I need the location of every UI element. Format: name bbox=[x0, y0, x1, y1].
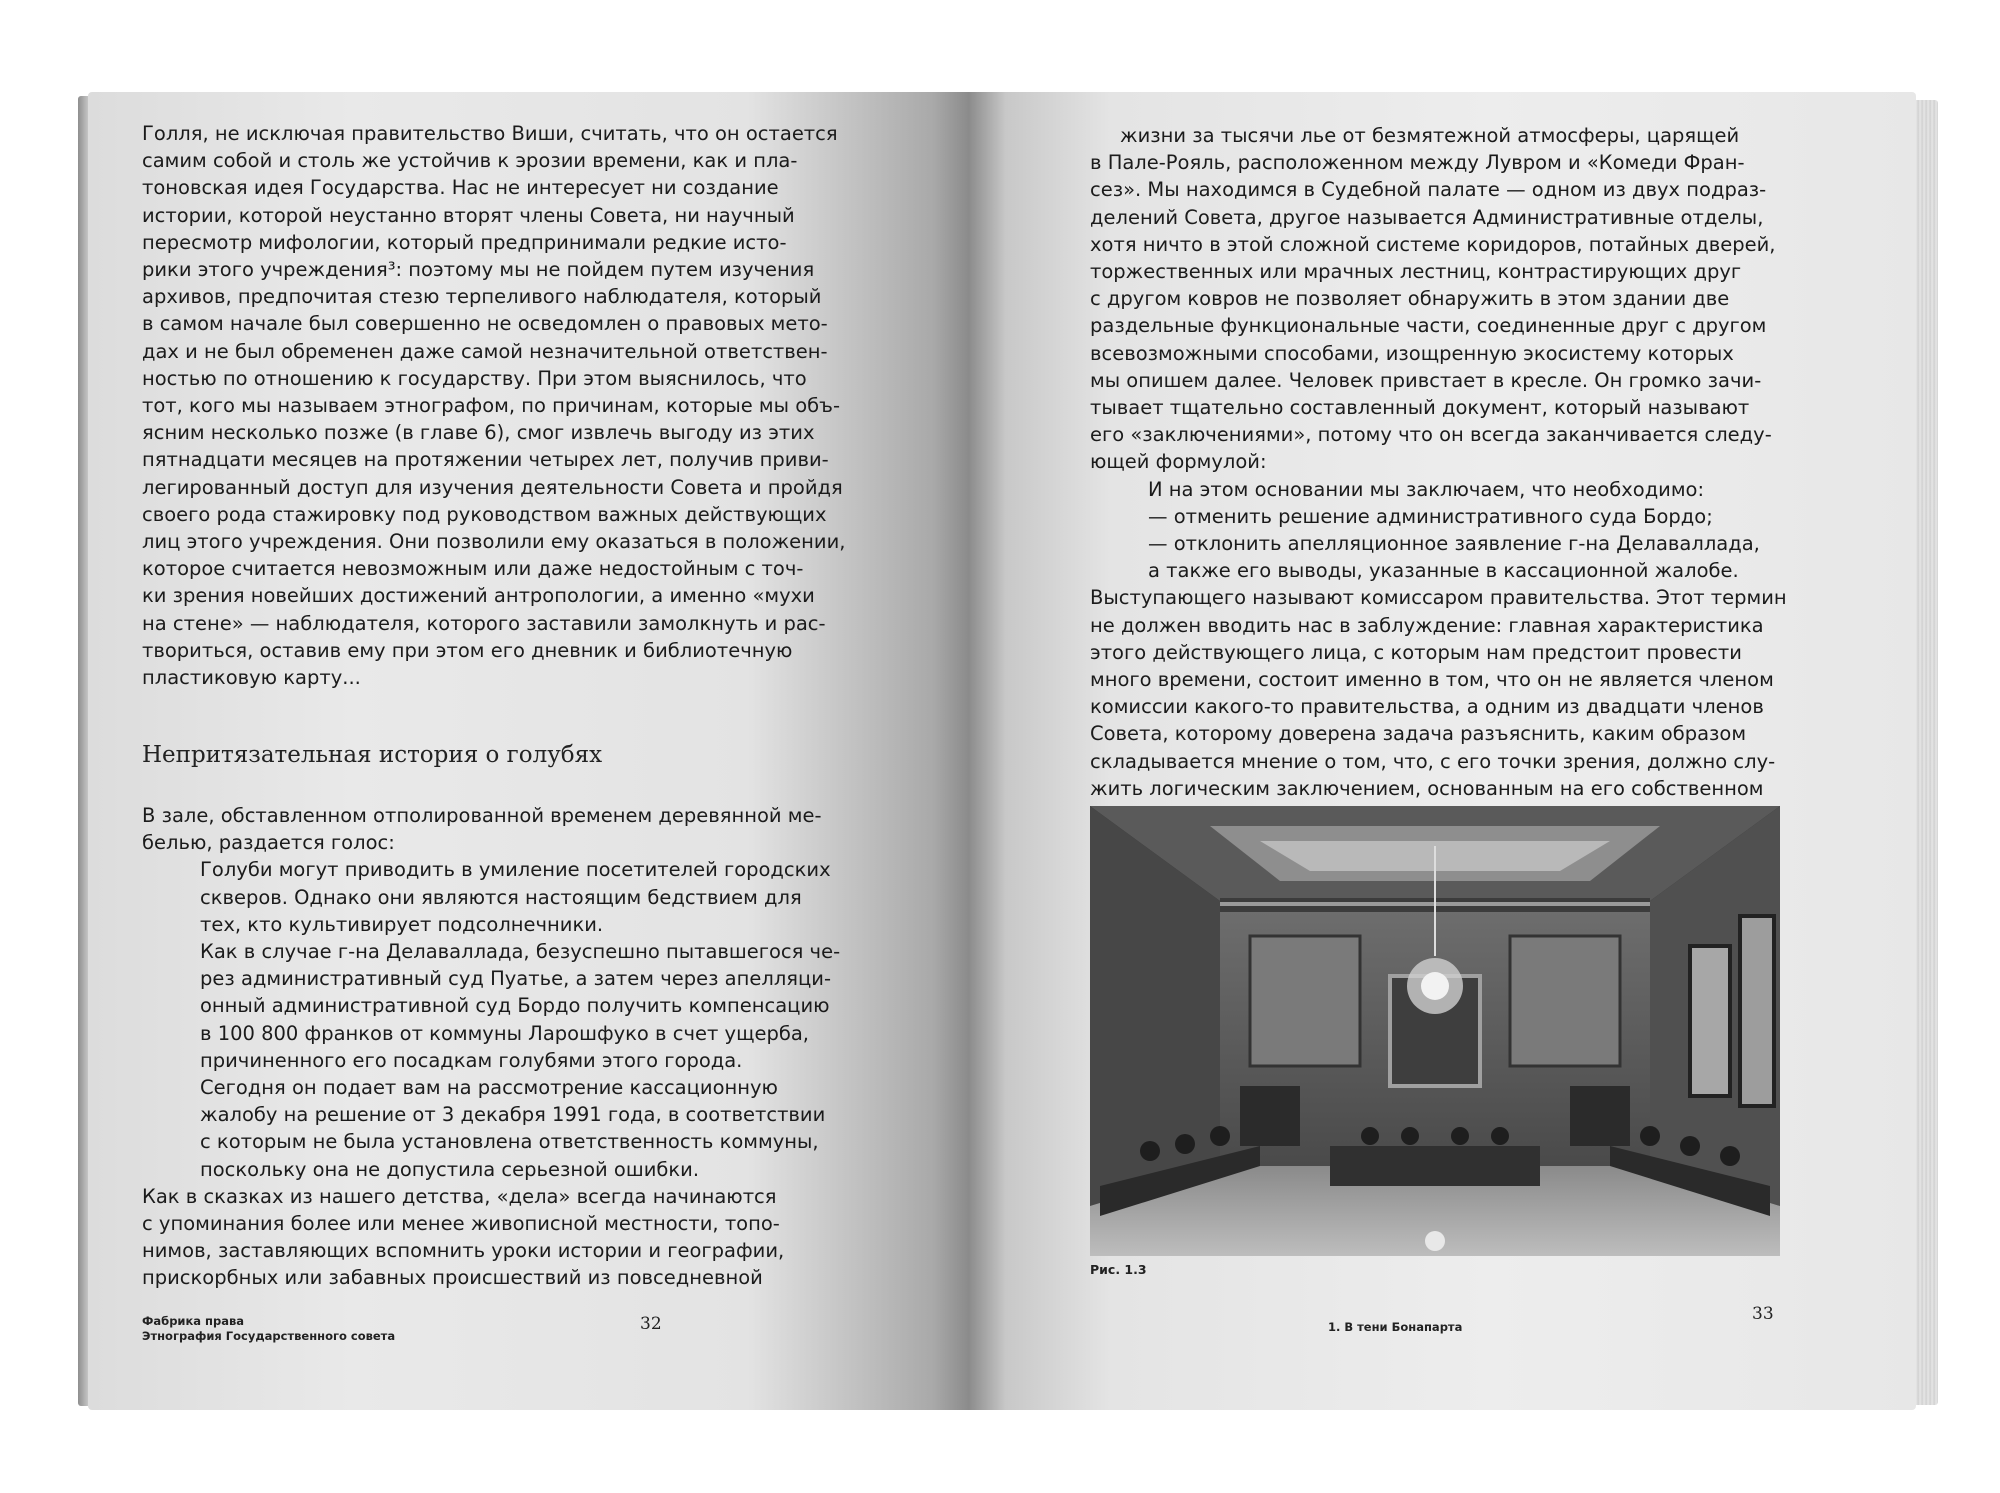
book-subtitle: Этнография Государственного совета bbox=[142, 1329, 396, 1343]
text-line: Голля, не исключая правительство Виши, считать, что он остается bbox=[142, 122, 838, 145]
text-line: самим собой и столь же устойчив к эрозии времени, как и пла- bbox=[142, 149, 798, 173]
text-line: жизни за тысячи лье от безмятежной атмосферы, царящей bbox=[1120, 124, 1740, 147]
text-line: Выступающего называют комиссаром правительства. Этот термин bbox=[1090, 586, 1787, 610]
quote-line: скверов. Однако они являются настоящим бедствием для bbox=[200, 885, 802, 909]
section-heading: Непритязательная история о голубях bbox=[142, 742, 603, 768]
text-line: много времени, состоит именно в том, что он не является членом bbox=[1090, 668, 1774, 692]
text-line: легированный доступ для изучения деятельности Совета и пройдя bbox=[142, 475, 843, 499]
quote-line: а также его выводы, указанные в кассационной жалобе. bbox=[1148, 559, 1739, 583]
courtroom-illustration bbox=[1090, 806, 1780, 1256]
left-page bbox=[88, 92, 968, 1410]
text-line: в самом начале был совершенно не осведомлен о правовых мето- bbox=[142, 312, 828, 336]
text-line: его «заключениями», потому что он всегда заканчивается следу- bbox=[1090, 423, 1772, 447]
quote-line: тех, кто культивирует подсолнечники. bbox=[200, 912, 604, 936]
text-line: не должен вводить нас в заблуждение: главная характеристика bbox=[1090, 613, 1764, 637]
text-line: раздельные функциональные части, соединенные друг с другом bbox=[1090, 314, 1767, 338]
quote-line: И на этом основании мы заключаем, что необходимо: bbox=[1148, 477, 1705, 501]
text-line: истории, которой неустанно вторят члены Совета, ни научный bbox=[142, 203, 795, 227]
page-number-right: 33 bbox=[1752, 1304, 1774, 1324]
text-line: белью, раздается голос: bbox=[142, 831, 395, 855]
quote-line: рез административный суд Пуатье, а затем через апелляци- bbox=[200, 967, 831, 991]
text-line: ки зрения новейших достижений антропологии, а именно «мухи bbox=[142, 584, 815, 608]
quote-line: с которым не была установлена ответственность коммуны, bbox=[200, 1130, 819, 1154]
text-line: архивов, предпочитая стезю терпеливого наблюдателя, который bbox=[142, 285, 822, 309]
quote-line: в 100 800 франков от коммуны Ларошфуко в счет ущерба, bbox=[200, 1021, 810, 1045]
figure-photo-courtroom bbox=[1090, 806, 1780, 1256]
running-footer-chapter: 1. В тени Бонапарта bbox=[1328, 1320, 1463, 1334]
text-line: с другом ковров не позволяет обнаружить в этом здании две bbox=[1090, 287, 1730, 311]
text-line: ясним несколько позже (в главе 6), смог извлечь выгоду из этих bbox=[142, 421, 815, 445]
text-line: рики этого учреждения³: поэтому мы не пойдем путем изучения bbox=[142, 258, 815, 282]
text-line: Как в сказках из нашего детства, «дела» всегда начинаются bbox=[142, 1184, 777, 1208]
text-line: твориться, оставив ему при этом его дневник и библиотечную bbox=[142, 638, 793, 662]
running-footer-book-title bbox=[142, 1314, 395, 1344]
quote-line: причиненного его посадкам голубями этого города. bbox=[200, 1048, 743, 1072]
quote-line: жалобу на решение от 3 декабря 1991 года, в соответствии bbox=[200, 1103, 826, 1127]
text-line: хотя ничто в этой сложной системе коридоров, потайных дверей, bbox=[1090, 232, 1776, 256]
text-line: этого действующего лица, с которым нам предстоит провести bbox=[1090, 640, 1742, 664]
text-line: которое считается невозможным или даже недостойным с точ- bbox=[142, 557, 804, 581]
text-line: пятнадцати месяцев на протяжении четырех лет, получив приви- bbox=[142, 448, 829, 472]
text-line: тоновская идея Государства. Нас не интересует ни создание bbox=[142, 176, 779, 200]
text-line: делений Совета, другое называется Административные отделы, bbox=[1090, 205, 1764, 229]
right-paragraph-1 bbox=[1090, 122, 1787, 802]
text-line: Совета, которому доверена задача разъяснить, каким образом bbox=[1090, 722, 1747, 746]
figure-caption: Рис. 1.3 bbox=[1090, 1262, 1147, 1277]
text-line: дах и не был обременен даже самой незначительной ответствен- bbox=[142, 339, 828, 363]
book-title: Фабрика права bbox=[142, 1314, 245, 1328]
quote-line: онный административной суд Бордо получить компенсацию bbox=[200, 994, 830, 1018]
text-line: своего рода стажировку под руководством важных действующих bbox=[142, 502, 827, 526]
text-line: складывается мнение о том, что, с его точки зрения, должно слу- bbox=[1090, 749, 1776, 773]
text-line: ностью по отношению к государству. При этом выяснилось, что bbox=[142, 366, 807, 390]
text-line: жить логическим заключением, основанным на его собственном bbox=[1090, 776, 1764, 800]
quote-line: поскольку она не допустила серьезной ошибки. bbox=[200, 1157, 700, 1181]
text-line: В зале, обставленном отполированной временем деревянной ме- bbox=[142, 804, 822, 827]
text-line: торжественных или мрачных лестниц, контрастирующих друг bbox=[1090, 260, 1742, 284]
text-line: с упоминания более или менее живописной местности, топо- bbox=[142, 1212, 780, 1236]
text-line: сез». Мы находимся в Судебной палате — одном из двух подраз- bbox=[1090, 178, 1767, 202]
text-line: тот, кого мы называем этнографом, по причинам, которые мы объ- bbox=[142, 394, 840, 418]
text-line: прискорбных или забавных происшествий из повседневной bbox=[142, 1266, 763, 1290]
text-line: ющей формулой: bbox=[1090, 450, 1267, 474]
text-line: комиссии какого-то правительства, а одним из двадцати членов bbox=[1090, 695, 1764, 719]
quote-line: Сегодня он подает вам на рассмотрение кассационную bbox=[200, 1076, 778, 1100]
quote-line: Как в случае г-на Делаваллада, безуспешно пытавшегося че- bbox=[200, 940, 841, 964]
text-line: в Пале-Рояль, расположенном между Лувром и «Комеди Фран- bbox=[1090, 151, 1745, 175]
text-line: нимов, заставляющих вспомнить уроки истории и географии, bbox=[142, 1239, 785, 1263]
text-line: всевозможными способами, изощренную экосистему которых bbox=[1090, 341, 1734, 365]
text-line: пластиковую карту... bbox=[142, 666, 361, 690]
right-page bbox=[968, 92, 1916, 1410]
left-paragraph-2 bbox=[142, 802, 840, 1292]
text-line: на стене» — наблюдателя, которого заставили замолкнуть и рас- bbox=[142, 611, 826, 635]
text-line: тывает тщательно составленный документ, который называют bbox=[1090, 396, 1750, 420]
quote-line: — отменить решение административного суда Бордо; bbox=[1148, 504, 1713, 528]
quote-line: Голуби могут приводить в умиление посетителей городских bbox=[200, 858, 831, 882]
text-line: мы опишем далее. Человек привстает в кресле. Он громко зачи- bbox=[1090, 368, 1762, 392]
quote-line: — отклонить апелляционное заявление г-на Делаваллада, bbox=[1148, 532, 1760, 556]
page-number-left: 32 bbox=[640, 1314, 662, 1334]
left-paragraph-1 bbox=[142, 120, 845, 691]
text-line: лиц этого учреждения. Они позволили ему оказаться в положении, bbox=[142, 530, 846, 554]
text-line: пересмотр мифологии, который предпринимали редкие исто- bbox=[142, 230, 787, 254]
